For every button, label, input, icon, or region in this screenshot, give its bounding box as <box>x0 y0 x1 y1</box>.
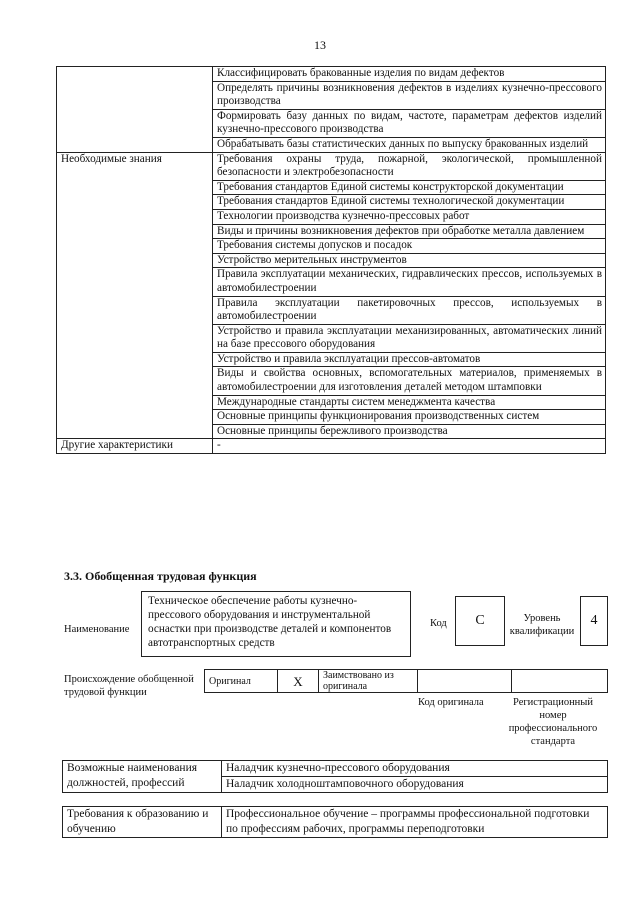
skill-row: Определять причины возникновения дефектов в изделиях кузнечно-прессового производства <box>213 81 606 109</box>
position-item: Наладчик кузнечно-прессового оборудования <box>222 761 608 777</box>
knowledge-row: Требования стандартов Единой системы технологической документации <box>213 195 606 210</box>
section-heading: 3.3. Обобщенная трудовая функция <box>64 569 257 583</box>
knowledge-row: Основные принципы бережливого производства <box>213 424 606 439</box>
knowledge-row: Устройство и правила эксплуатации прессов-автоматов <box>213 352 606 367</box>
knowledge-label: Необходимые знания <box>57 152 213 439</box>
knowledge-row: Требования стандартов Единой системы конструкторской документации <box>213 180 606 195</box>
original-mark: X <box>278 670 319 693</box>
level-label: Уровень квалификации <box>509 613 575 637</box>
knowledge-row: Правила эксплуатации механических, гидравлических прессов, используемых в автомобилестроении <box>213 268 606 296</box>
reg-number-label: Регистрационный номер профессионального стандарта <box>508 697 598 747</box>
knowledge-row: Виды и причины возникновения дефектов при обработке металла давлением <box>213 224 606 239</box>
positions-table <box>62 760 608 793</box>
skill-row: Обрабатывать базы статистических данных по выпуску бракованных изделий <box>213 137 606 152</box>
knowledge-row: Международные стандарты систем менеджмента качества <box>213 395 606 410</box>
knowledge-row: Требования охраны труда, пожарной, экологической, промышленной безопасности и электробезопасности <box>213 152 606 180</box>
borrowed-label: Заимствовано из оригинала <box>319 670 418 693</box>
table-row <box>57 67 606 82</box>
code-original-cell <box>418 670 512 693</box>
skills-label-cell <box>57 67 213 153</box>
code-label: Код <box>430 618 447 629</box>
other-label: Другие характеристики <box>57 439 213 454</box>
page-number: 13 <box>314 38 326 52</box>
original-label: Оригинал <box>205 670 278 693</box>
education-table <box>62 806 608 838</box>
code-original-label: Код оригинала <box>418 697 484 708</box>
other-value: - <box>213 439 606 454</box>
name-value: Техническое обеспечение работы кузнечно-прессового оборудования и инструментальной оснастки при производстве деталей и компонентов автотранспортных средств <box>141 591 411 657</box>
position-item: Наладчик холодноштамповочного оборудования <box>222 777 608 793</box>
reg-number-cell <box>512 670 608 693</box>
knowledge-row: Устройство и правила эксплуатации механизированных, автоматических линий на базе прессового оборудования <box>213 324 606 352</box>
knowledge-row: Правила эксплуатации пакетировочных прессов, используемых в автомобилестроении <box>213 296 606 324</box>
knowledge-row: Виды и свойства основных, вспомогательных материалов, применяемых в автомобилестроении для изготовления деталей методом штамповки <box>213 367 606 395</box>
knowledge-row: Технологии производства кузнечно-прессовых работ <box>213 209 606 224</box>
code-value: C <box>455 596 505 646</box>
skill-row: Классифицировать бракованные изделия по видам дефектов <box>213 67 606 82</box>
education-value: Профессиональное обучение – программы профессиональной подготовки по профессиям рабочих, программы переподготовки <box>222 807 608 838</box>
origin-table <box>204 669 608 693</box>
level-value: 4 <box>580 596 608 646</box>
origin-label: Происхождение обобщенной трудовой функции <box>64 674 194 698</box>
knowledge-row: Требования системы допусков и посадок <box>213 239 606 254</box>
knowledge-row: Основные принципы функционирования производственных систем <box>213 410 606 425</box>
table-row <box>57 152 606 180</box>
knowledge-row: Устройство мерительных инструментов <box>213 253 606 268</box>
name-label: Наименование <box>64 624 130 635</box>
skills-knowledge-table <box>56 66 606 454</box>
education-label: Требования к образованию и обучению <box>63 807 222 838</box>
skill-row: Формировать базу данных по видам, частоте, параметрам дефектов изделий кузнечно-прессового производства <box>213 109 606 137</box>
table-row <box>57 439 606 454</box>
positions-label: Возможные наименования должностей, профессий <box>63 761 222 793</box>
